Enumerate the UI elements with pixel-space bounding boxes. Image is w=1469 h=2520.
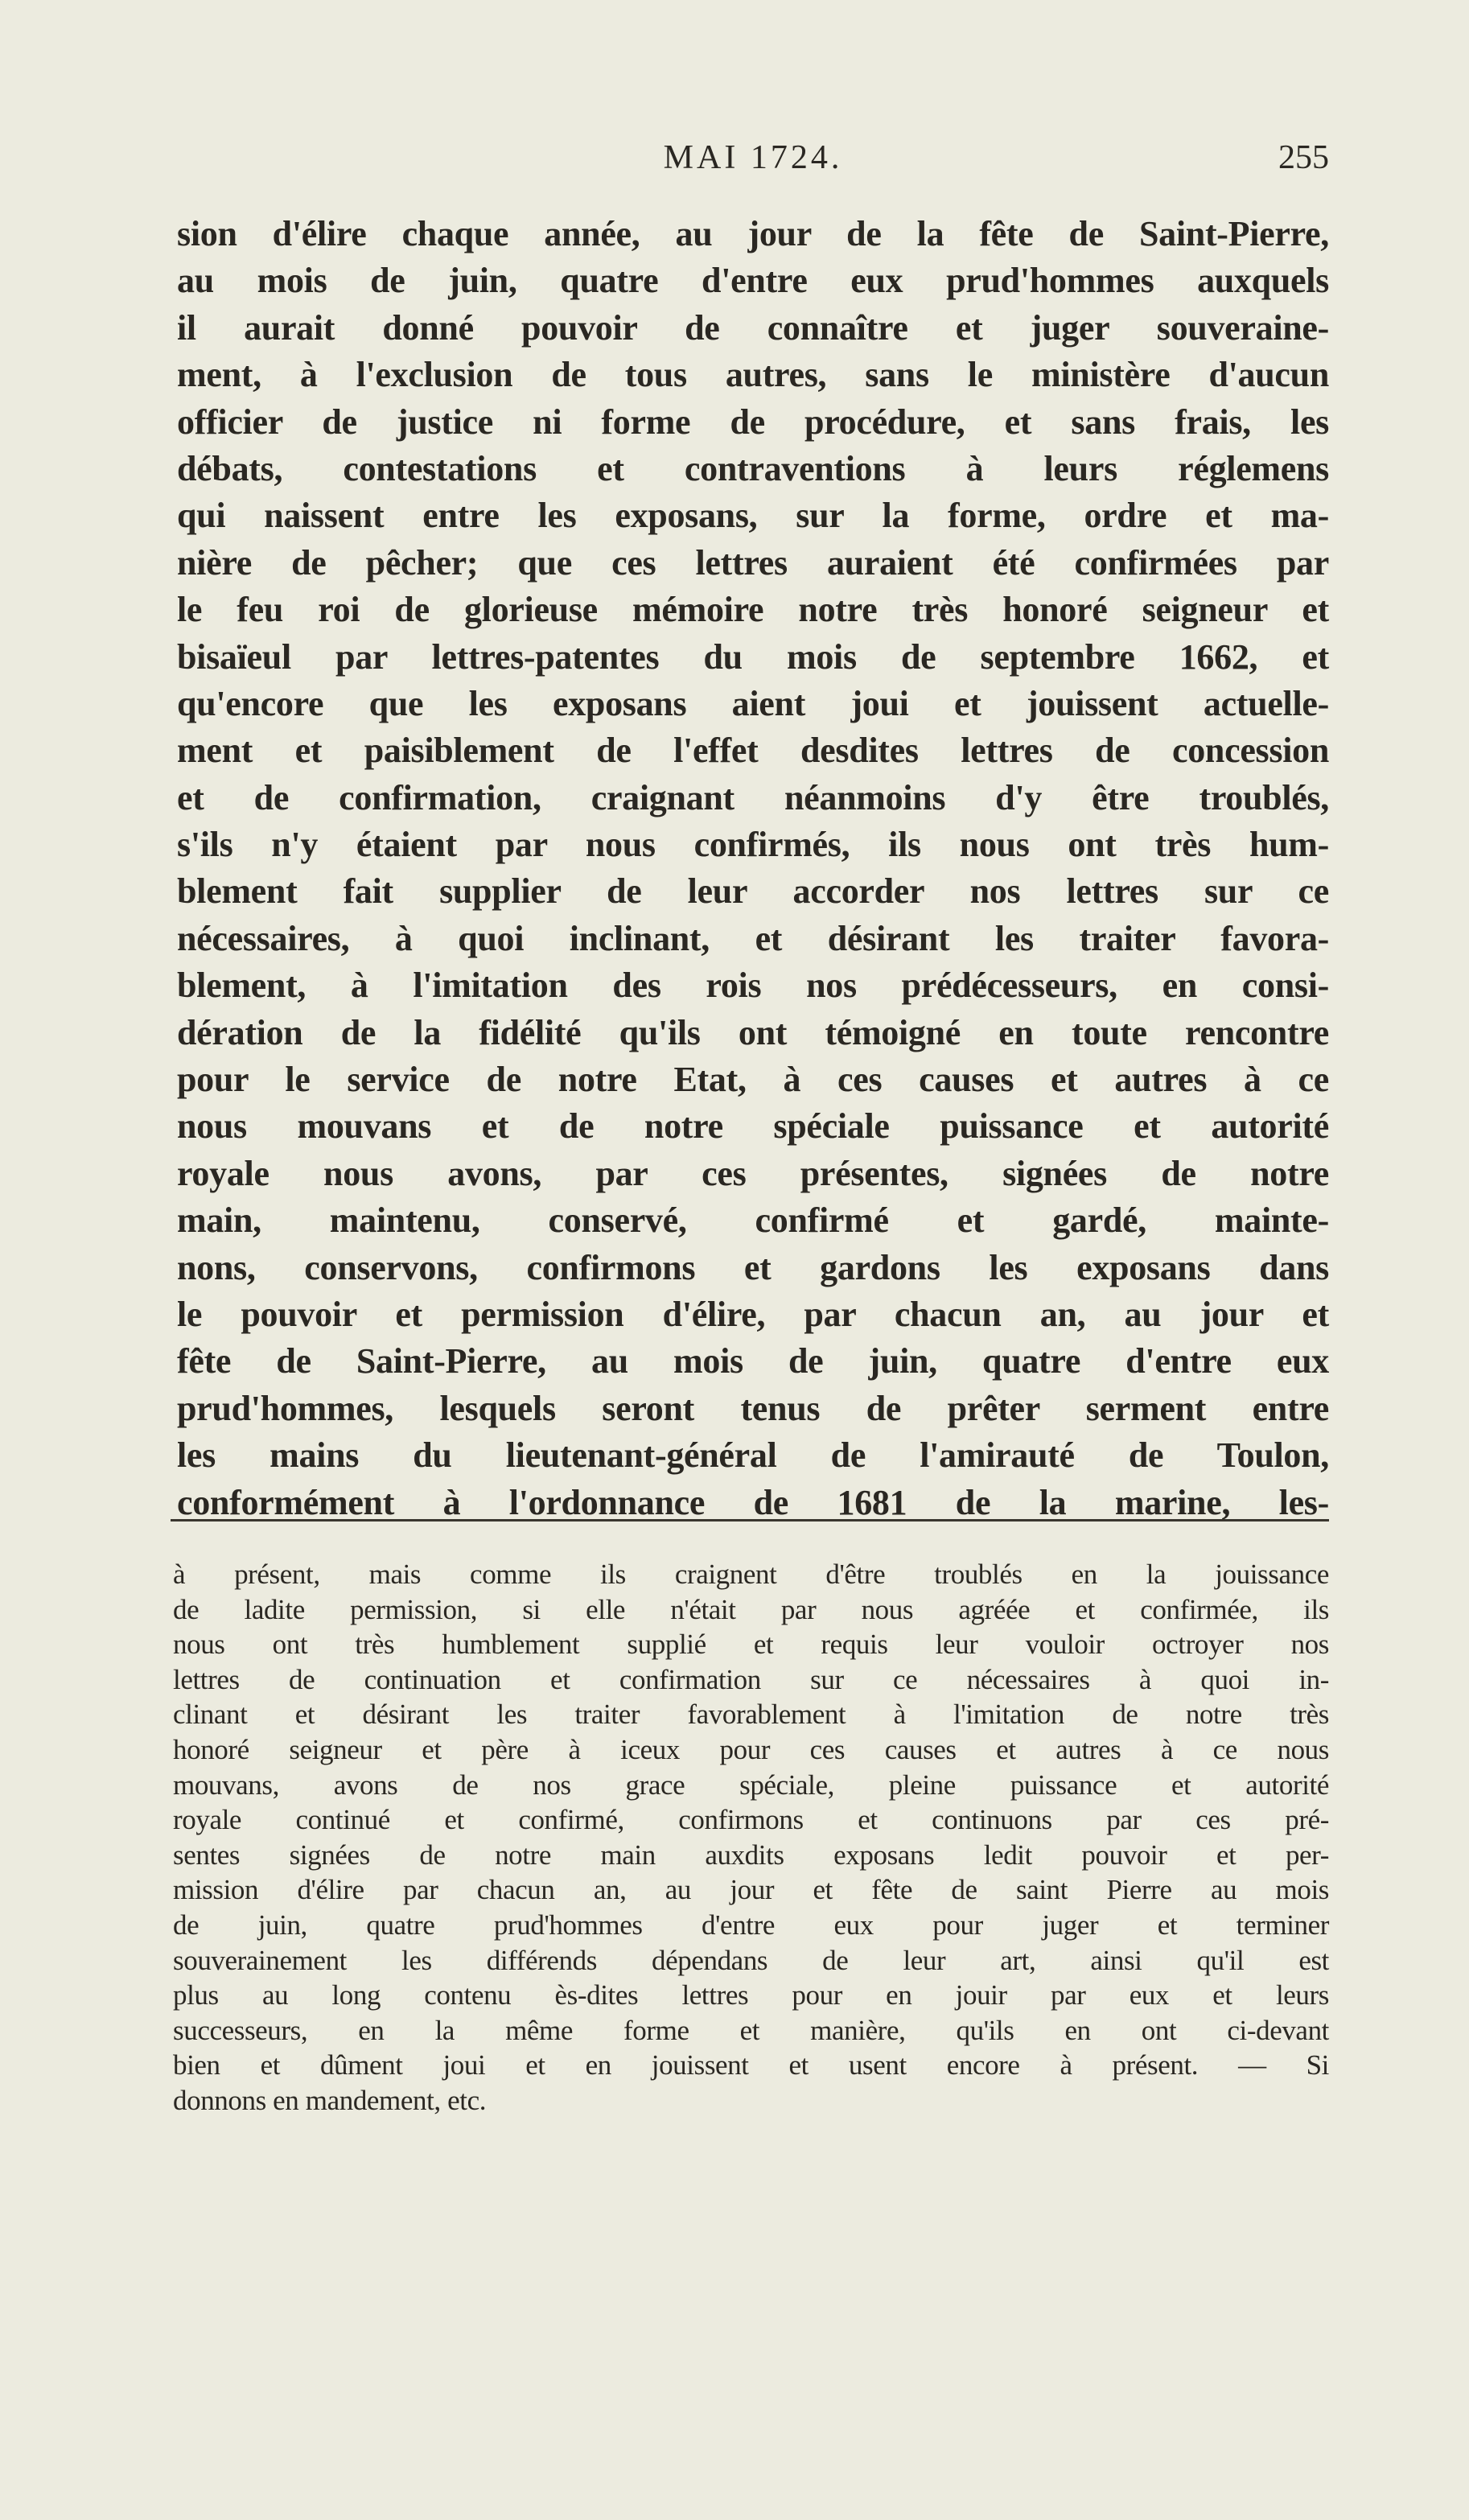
text-line: officier de justice ni forme de procédure, et sans frais, les <box>177 401 1329 442</box>
text-line: qu'encore que les exposans aient joui et jouissent actuelle- <box>177 683 1329 723</box>
text-line: bien et dûment joui et en jouissent et usent encore à présent. — Si <box>173 2049 1329 2081</box>
text-line: conformément à l'ordonnance de 1681 de la marine, les- <box>177 1482 1329 1522</box>
text-line: blement, à l'imitation des rois nos prédécesseurs, en consi- <box>177 966 1329 1006</box>
text-line: de juin, quatre prud'hommes d'entre eux pour juger et terminer <box>173 1909 1329 1941</box>
text-line: bisaïeul par lettres-patentes du mois de septembre 1662, et <box>177 636 1329 677</box>
text-line: nécessaires, à quoi inclinant, et désirant les traiter favora- <box>177 918 1329 958</box>
text-line: nous ont très humblement supplié et requis leur vouloir octroyer nos <box>173 1629 1329 1661</box>
text-line: ment et paisiblement de l'effet desdites lettres de concession <box>177 731 1329 771</box>
text-line: et de confirmation, craignant néanmoins d'y être troublés, <box>177 777 1329 817</box>
text-line: le feu roi de glorieuse mémoire notre très honoré seigneur et <box>177 590 1329 630</box>
text-line: blement fait supplier de leur accorder nos lettres sur ce <box>177 871 1329 912</box>
text-line: royale nous avons, par ces présentes, signées de notre <box>177 1153 1329 1193</box>
text-line: dération de la fidélité qu'ils ont témoigné en toute rencontre <box>177 1012 1329 1052</box>
text-line: lettres de continuation et confirmation sur ce nécessaires à quoi in- <box>173 1663 1329 1695</box>
text-line: souverainement les différends dépendans de leur art, ainsi qu'il est <box>173 1944 1329 1976</box>
text-line: nous mouvans et de notre spéciale puissance et autorité <box>177 1106 1329 1147</box>
text-line: s'ils n'y étaient par nous confirmés, ils nous ont très hum- <box>177 825 1329 865</box>
text-line: à présent, mais comme ils craignent d'être troublés en la jouissance <box>173 1559 1329 1590</box>
text-line: les mains du lieutenant-général de l'amirauté de Toulon, <box>177 1435 1329 1476</box>
text-line: de ladite permission, si elle n'était par nous agréée et confirmée, ils <box>173 1593 1329 1625</box>
text-line: nons, conservons, confirmons et gardons les exposans dans <box>177 1247 1329 1287</box>
text-line: plus au long contenu ès-dites lettres pour en jouir par eux et leurs <box>173 1979 1329 2011</box>
text-line: successeurs, en la même forme et manière, qu'ils en ont ci-devant <box>173 2014 1329 2046</box>
text-line: ment, à l'exclusion de tous autres, sans le ministère d'aucun <box>177 355 1329 395</box>
text-line: débats, contestations et contraventions à leurs réglemens <box>177 448 1329 488</box>
text-line: mission d'élire par chacun an, au jour et fête de saint Pierre au mois <box>173 1874 1329 1906</box>
page-number: 255 <box>1278 139 1329 176</box>
text-line: au mois de juin, quatre d'entre eux prud'hommes auxquels <box>177 261 1329 301</box>
page-header <box>177 138 1329 187</box>
text-line: donnons en mandement, etc. <box>173 2084 487 2116</box>
text-line: mouvans, avons de nos grace spéciale, pleine puissance et autorité <box>173 1769 1329 1801</box>
text-line: prud'hommes, lesquels seront tenus de prêter serment entre <box>177 1388 1329 1428</box>
text-line: sentes signées de notre main auxdits exposans ledit pouvoir et per- <box>173 1839 1329 1871</box>
text-line: sion d'élire chaque année, au jour de la fête de Saint-Pierre, <box>177 214 1329 253</box>
text-line: qui naissent entre les exposans, sur la forme, ordre et ma- <box>177 496 1329 536</box>
main-text <box>177 211 1329 1526</box>
text-line: fête de Saint-Pierre, au mois de juin, quatre d'entre eux <box>177 1341 1329 1381</box>
text-line: pour le service de notre Etat, à ces causes et autres à ce <box>177 1060 1329 1100</box>
text-line: main, maintenu, conservé, confirmé et gardé, mainte- <box>177 1200 1329 1241</box>
text-line: le pouvoir et permission d'élire, par chacun an, au jour et <box>177 1294 1329 1334</box>
footnote-divider <box>171 1519 1329 1521</box>
running-title: MAI 1724. <box>663 139 843 176</box>
text-line: il aurait donné pouvoir de connaître et juger souveraine- <box>177 307 1329 348</box>
footnote-text <box>173 1557 1329 2119</box>
text-line: nière de pêcher; que ces lettres auraient été confirmées par <box>177 542 1329 583</box>
text-line: honoré seigneur et père à iceux pour ces causes et autres à ce nous <box>173 1733 1329 1765</box>
text-line: clinant et désirant les traiter favorablement à l'imitation de notre très <box>173 1699 1329 1731</box>
text-line: royale continué et confirmé, confirmons et continuons par ces pré- <box>173 1804 1329 1836</box>
